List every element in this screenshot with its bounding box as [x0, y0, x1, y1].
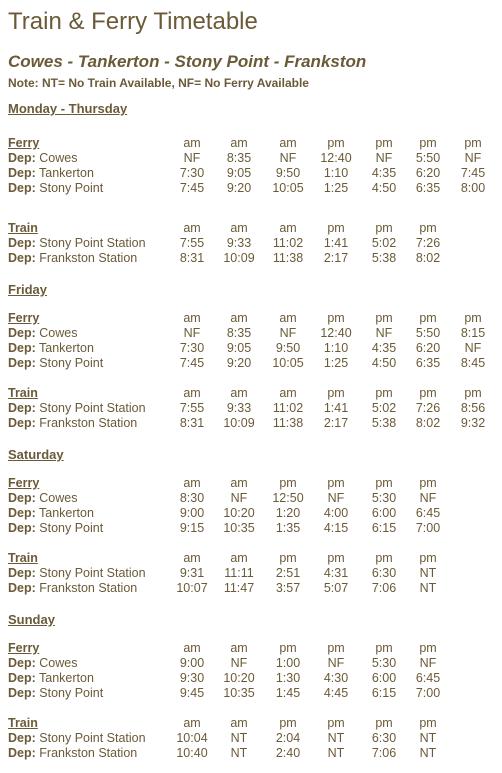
time-cell: 1:00: [275, 656, 301, 670]
timetable-row: [8, 341, 498, 356]
time-cell: 8:35: [226, 151, 252, 165]
time-cell: 5:02: [371, 236, 397, 250]
time-cell: NT: [419, 731, 437, 745]
time-cell: 9:00: [179, 506, 205, 520]
period-cell: am: [183, 221, 201, 235]
stop-name: Stony Point Station: [39, 236, 146, 250]
period-cell: am: [183, 551, 201, 565]
time-cell: 11:38: [272, 251, 304, 265]
time-cell: NF: [279, 326, 297, 340]
stop-name: Frankston Station: [39, 251, 138, 265]
time-cell: 2:51: [275, 566, 301, 580]
period-cell: am: [230, 551, 248, 565]
time-cell: NF: [375, 326, 393, 340]
period-cell: pm: [327, 716, 345, 730]
day-heading: Monday - Thursday: [8, 101, 128, 116]
stop-label: [8, 416, 137, 431]
timetable-row: [8, 416, 498, 431]
period-cell: am: [279, 221, 297, 235]
time-cell: 1:25: [323, 356, 349, 370]
time-cell: 6:35: [415, 356, 441, 370]
time-cell: 11:38: [272, 416, 304, 430]
period-cell: am: [230, 476, 248, 490]
time-cell: 12:50: [272, 491, 304, 505]
time-cell: 7:45: [460, 166, 486, 180]
stop-label: [8, 686, 103, 701]
mode-label: Train: [8, 386, 38, 400]
time-cell: 10:40: [176, 746, 208, 760]
period-cell: pm: [419, 551, 437, 565]
period-cell: pm: [419, 136, 437, 150]
period-cell: am: [230, 311, 248, 325]
stop-name: Stony Point: [39, 181, 104, 195]
time-cell: 5:50: [415, 326, 441, 340]
time-cell: 8:00: [460, 181, 486, 195]
stop-name: Tankerton: [39, 166, 94, 180]
time-cell: 7:55: [179, 401, 205, 415]
time-cell: 5:07: [323, 581, 349, 595]
stop-name: Cowes: [39, 656, 78, 670]
period-cell: pm: [464, 386, 482, 400]
time-cell: 7:06: [371, 581, 397, 595]
time-cell: 9:00: [179, 656, 205, 670]
dep-prefix: Dep:: [8, 731, 36, 745]
time-cell: 9:05: [226, 166, 252, 180]
dep-prefix: Dep:: [8, 506, 36, 520]
stop-name: Stony Point: [39, 356, 104, 370]
ferry-header-row: [8, 136, 498, 151]
stop-label: [8, 731, 146, 746]
time-cell: 6:45: [415, 671, 441, 685]
time-cell: 5:50: [415, 151, 441, 165]
time-cell: 11:02: [272, 236, 304, 250]
time-cell: 5:30: [371, 656, 397, 670]
stop-label: [8, 166, 94, 181]
time-cell: NF: [375, 151, 393, 165]
time-cell: 10:05: [272, 356, 304, 370]
time-cell: 3:57: [275, 581, 301, 595]
time-cell: NF: [230, 656, 248, 670]
time-cell: 6:20: [415, 166, 441, 180]
time-cell: 1:10: [323, 166, 349, 180]
stop-label: [8, 491, 77, 506]
period-cell: pm: [375, 136, 393, 150]
stop-name: Cowes: [39, 326, 78, 340]
train-header-row: [8, 551, 498, 566]
stop-label: [8, 746, 137, 761]
dep-prefix: Dep:: [8, 236, 36, 250]
time-cell: 10:20: [223, 506, 255, 520]
time-cell: 4:15: [323, 521, 349, 535]
time-cell: NT: [419, 566, 437, 580]
stop-name: Stony Point Station: [39, 731, 146, 745]
time-cell: 4:35: [371, 166, 397, 180]
train-header-row: [8, 221, 498, 236]
stop-name: Frankston Station: [39, 581, 138, 595]
mode-label: Ferry: [8, 136, 40, 150]
period-cell: am: [230, 136, 248, 150]
time-cell: 8:45: [460, 356, 486, 370]
stop-label: [8, 566, 146, 581]
period-cell: pm: [375, 716, 393, 730]
period-cell: pm: [279, 551, 297, 565]
time-cell: 9:45: [179, 686, 205, 700]
train-header-row: [8, 386, 498, 401]
time-cell: 7:00: [415, 521, 441, 535]
time-cell: 7:00: [415, 686, 441, 700]
stop-label: [8, 356, 103, 371]
time-cell: 9:50: [275, 166, 301, 180]
stop-label: [8, 671, 94, 686]
timetable-row: [8, 401, 498, 416]
time-cell: 8:02: [415, 251, 441, 265]
period-cell: pm: [327, 221, 345, 235]
time-cell: 10:09: [223, 416, 255, 430]
timetable-row: [8, 491, 498, 506]
time-cell: 1:41: [323, 236, 349, 250]
time-cell: 4:30: [323, 671, 349, 685]
period-cell: pm: [375, 221, 393, 235]
time-cell: 6:35: [415, 181, 441, 195]
time-cell: 6:00: [371, 506, 397, 520]
time-cell: 7:45: [179, 356, 205, 370]
time-cell: 7:55: [179, 236, 205, 250]
train-header-row: [8, 716, 498, 731]
time-cell: 6:15: [371, 521, 397, 535]
time-cell: NF: [327, 656, 345, 670]
stop-name: Tankerton: [39, 341, 94, 355]
mode-label: Train: [8, 221, 38, 235]
dep-prefix: Dep:: [8, 581, 36, 595]
time-cell: 7:30: [179, 341, 205, 355]
time-cell: NF: [230, 491, 248, 505]
timetable-row: [8, 236, 498, 251]
timetable-row: [8, 581, 498, 596]
time-cell: 10:35: [223, 686, 255, 700]
period-cell: am: [230, 386, 248, 400]
stop-label: [8, 401, 146, 416]
time-cell: 9:20: [226, 181, 252, 195]
time-cell: 8:15: [460, 326, 486, 340]
time-cell: 4:50: [371, 356, 397, 370]
time-cell: 9:33: [226, 401, 252, 415]
dep-prefix: Dep:: [8, 416, 36, 430]
time-cell: 6:00: [371, 671, 397, 685]
time-cell: 12:40: [320, 151, 352, 165]
dep-prefix: Dep:: [8, 326, 36, 340]
timetable-row: [8, 746, 498, 761]
stop-label: [8, 341, 94, 356]
period-cell: pm: [419, 716, 437, 730]
time-cell: 2:17: [323, 416, 349, 430]
dep-prefix: Dep:: [8, 566, 36, 580]
time-cell: 2:17: [323, 251, 349, 265]
time-cell: 8:31: [179, 251, 205, 265]
time-cell: 6:45: [415, 506, 441, 520]
stop-name: Cowes: [39, 491, 78, 505]
period-cell: am: [183, 136, 201, 150]
time-cell: NT: [230, 731, 248, 745]
mode-label: Train: [8, 551, 38, 565]
period-cell: am: [279, 311, 297, 325]
time-cell: 8:31: [179, 416, 205, 430]
time-cell: 8:02: [415, 416, 441, 430]
time-cell: NT: [327, 731, 345, 745]
time-cell: 9:32: [460, 416, 486, 430]
period-cell: am: [183, 641, 201, 655]
period-cell: am: [279, 136, 297, 150]
time-cell: NF: [464, 341, 482, 355]
time-cell: 4:35: [371, 341, 397, 355]
timetable-row: [8, 181, 498, 196]
period-cell: pm: [464, 136, 482, 150]
dep-prefix: Dep:: [8, 401, 36, 415]
timetable-row: [8, 521, 498, 536]
time-cell: 9:20: [226, 356, 252, 370]
period-cell: pm: [375, 641, 393, 655]
stop-label: [8, 181, 103, 196]
time-cell: 11:11: [224, 566, 254, 580]
time-cell: 5:38: [371, 416, 397, 430]
time-cell: 9:33: [226, 236, 252, 250]
time-cell: NT: [419, 581, 437, 595]
time-cell: 9:31: [179, 566, 205, 580]
stop-label: [8, 521, 103, 536]
period-cell: pm: [279, 476, 297, 490]
dep-prefix: Dep:: [8, 341, 36, 355]
period-cell: am: [183, 476, 201, 490]
period-cell: am: [230, 716, 248, 730]
time-cell: 1:20: [275, 506, 301, 520]
time-cell: 7:45: [179, 181, 205, 195]
time-cell: 4:00: [323, 506, 349, 520]
stop-name: Frankston Station: [39, 416, 138, 430]
time-cell: NF: [327, 491, 345, 505]
time-cell: 1:41: [323, 401, 349, 415]
dep-prefix: Dep:: [8, 151, 36, 165]
time-cell: 1:10: [323, 341, 349, 355]
stop-name: Cowes: [39, 151, 78, 165]
time-cell: 6:30: [371, 566, 397, 580]
day-heading: Friday: [8, 282, 48, 297]
time-cell: 7:26: [415, 401, 441, 415]
time-cell: 11:47: [223, 581, 255, 595]
stop-name: Stony Point Station: [39, 566, 146, 580]
time-cell: NF: [183, 151, 201, 165]
time-cell: 10:09: [223, 251, 255, 265]
stop-label: [8, 506, 94, 521]
stop-label: [8, 581, 137, 596]
mode-label: Train: [8, 716, 38, 730]
time-cell: NF: [183, 326, 201, 340]
time-cell: 8:30: [179, 491, 205, 505]
time-cell: NT: [419, 746, 437, 760]
time-cell: 4:31: [323, 566, 349, 580]
ferry-header-row: [8, 476, 498, 491]
time-cell: 5:02: [371, 401, 397, 415]
stop-name: Frankston Station: [39, 746, 138, 760]
time-cell: 9:50: [275, 341, 301, 355]
timetable-row: [8, 506, 498, 521]
timetable-row: [8, 686, 498, 701]
time-cell: 10:20: [223, 671, 255, 685]
time-cell: 5:30: [371, 491, 397, 505]
period-cell: pm: [279, 641, 297, 655]
period-cell: pm: [327, 551, 345, 565]
time-cell: NT: [230, 746, 248, 760]
time-cell: 10:05: [272, 181, 304, 195]
time-cell: 1:25: [323, 181, 349, 195]
mode-label: Ferry: [8, 641, 40, 655]
page-title: Train & Ferry Timetable: [8, 8, 258, 35]
period-cell: pm: [419, 641, 437, 655]
time-cell: 7:06: [371, 746, 397, 760]
time-cell: 7:30: [179, 166, 205, 180]
time-cell: NF: [279, 151, 297, 165]
dep-prefix: Dep:: [8, 671, 36, 685]
period-cell: am: [183, 311, 201, 325]
dep-prefix: Dep:: [8, 521, 36, 535]
timetable-row: [8, 656, 498, 671]
dep-prefix: Dep:: [8, 251, 36, 265]
timetable-row: [8, 671, 498, 686]
period-cell: pm: [279, 716, 297, 730]
period-cell: am: [183, 716, 201, 730]
mode-label: Ferry: [8, 311, 40, 325]
ferry-header-row: [8, 641, 498, 656]
stop-name: Stony Point Station: [39, 401, 146, 415]
period-cell: am: [230, 221, 248, 235]
stop-name: Tankerton: [39, 671, 94, 685]
timetable-row: [8, 566, 498, 581]
time-cell: 10:07: [176, 581, 208, 595]
timetable-row: [8, 166, 498, 181]
dep-prefix: Dep:: [8, 356, 36, 370]
stop-name: Stony Point: [39, 521, 104, 535]
time-cell: 9:30: [179, 671, 205, 685]
time-cell: 9:05: [226, 341, 252, 355]
time-cell: 4:45: [323, 686, 349, 700]
period-cell: pm: [464, 311, 482, 325]
day-heading: Sunday: [8, 612, 55, 627]
time-cell: 8:56: [460, 401, 486, 415]
time-cell: 7:26: [415, 236, 441, 250]
stop-label: [8, 251, 137, 266]
dep-prefix: Dep:: [8, 181, 36, 195]
stop-label: [8, 656, 77, 671]
period-cell: pm: [375, 311, 393, 325]
period-cell: pm: [375, 476, 393, 490]
time-cell: NF: [464, 151, 482, 165]
timetable-row: [8, 731, 498, 746]
period-cell: pm: [327, 641, 345, 655]
time-cell: NF: [419, 656, 437, 670]
time-cell: 10:04: [176, 731, 208, 745]
dep-prefix: Dep:: [8, 656, 36, 670]
ferry-header-row: [8, 311, 498, 326]
dep-prefix: Dep:: [8, 166, 36, 180]
time-cell: 2:04: [275, 731, 301, 745]
timetable-row: [8, 151, 498, 166]
time-cell: 11:02: [272, 401, 304, 415]
time-cell: 6:30: [371, 731, 397, 745]
time-cell: 10:35: [223, 521, 255, 535]
stop-name: Stony Point: [39, 686, 104, 700]
day-heading: Saturday: [8, 447, 64, 462]
period-cell: pm: [419, 311, 437, 325]
dep-prefix: Dep:: [8, 686, 36, 700]
time-cell: 1:30: [275, 671, 301, 685]
stop-name: Tankerton: [39, 506, 94, 520]
time-cell: 6:15: [371, 686, 397, 700]
dep-prefix: Dep:: [8, 491, 36, 505]
stop-label: [8, 151, 77, 166]
time-cell: 1:35: [275, 521, 301, 535]
period-cell: pm: [375, 386, 393, 400]
period-cell: am: [230, 641, 248, 655]
dep-prefix: Dep:: [8, 746, 36, 760]
time-cell: 2:40: [275, 746, 301, 760]
period-cell: am: [183, 386, 201, 400]
time-cell: 12:40: [320, 326, 352, 340]
time-cell: 9:15: [179, 521, 205, 535]
period-cell: pm: [375, 551, 393, 565]
period-cell: pm: [327, 476, 345, 490]
time-cell: 6:20: [415, 341, 441, 355]
period-cell: pm: [327, 386, 345, 400]
route-subtitle: Cowes - Tankerton - Stony Point - Frankston: [8, 52, 367, 71]
timetable-row: [8, 251, 498, 266]
period-cell: am: [279, 386, 297, 400]
time-cell: 5:38: [371, 251, 397, 265]
period-cell: pm: [327, 136, 345, 150]
period-cell: pm: [419, 386, 437, 400]
time-cell: NF: [419, 491, 437, 505]
period-cell: pm: [419, 476, 437, 490]
mode-label: Ferry: [8, 476, 40, 490]
time-cell: 1:45: [275, 686, 301, 700]
legend-note: Note: NT= No Train Available, NF= No Ferry Available: [8, 76, 309, 90]
time-cell: 4:50: [371, 181, 397, 195]
stop-label: [8, 326, 77, 341]
timetable-row: [8, 326, 498, 341]
time-cell: 8:35: [226, 326, 252, 340]
time-cell: NT: [327, 746, 345, 760]
period-cell: pm: [419, 221, 437, 235]
timetable-row: [8, 356, 498, 371]
period-cell: pm: [327, 311, 345, 325]
stop-label: [8, 236, 146, 251]
